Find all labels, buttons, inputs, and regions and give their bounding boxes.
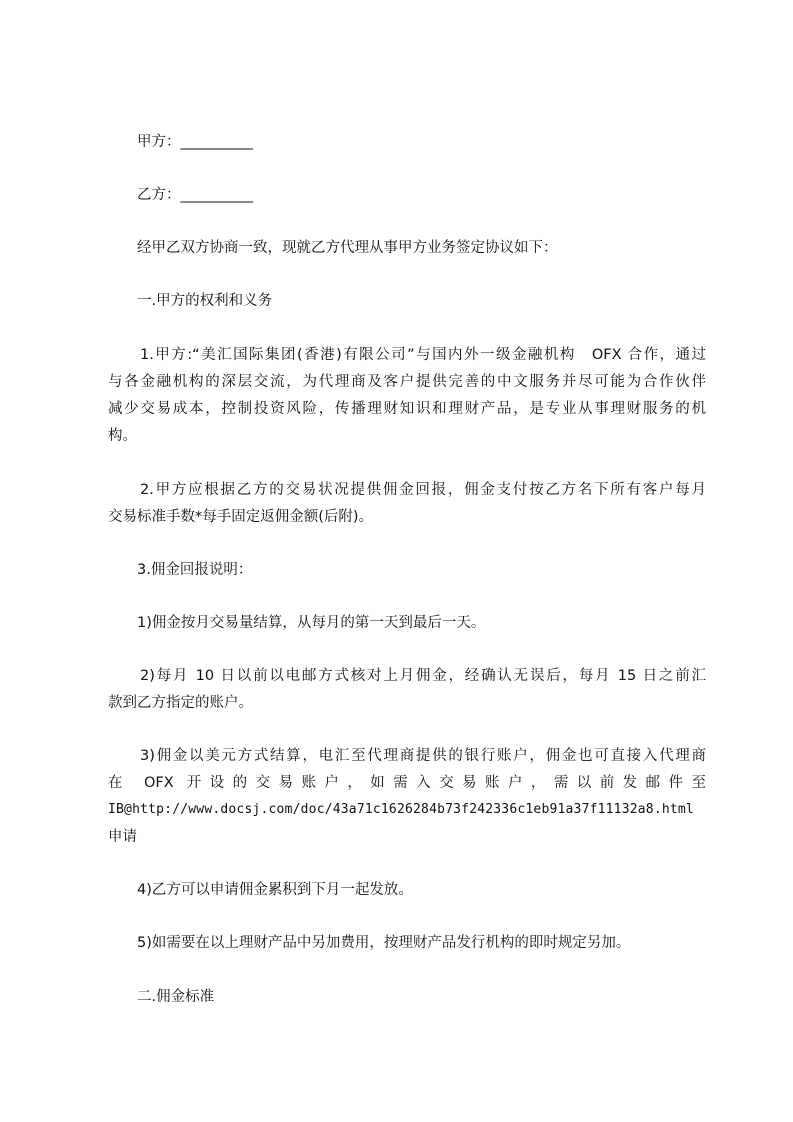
item1-line1: 1.甲方:“美汇国际集团(香港)有限公司”与国内外一级金融机构 OFX 合作，通过 [140,347,706,363]
item3-sub2-line2: 款到乙方指定的账户。 [108,695,253,711]
item1-line3: 减少交易成本，控制投资风险，传播理财知识和理财产品，是专业从事理财服务的机 [108,401,706,417]
item2-line2: 交易标准手数*每手固定返佣金额(后附)。 [108,509,374,525]
item3-sub3-line2: 在 OFX 开设的交易账户，如需入交易账户，需以前发邮件至 [108,775,706,791]
item3-sub1: 1)佣金按月交易量结算，从每月的第一天到最后一天。 [137,615,486,631]
item1-line4: 构。 [108,428,137,444]
item3-sub3-line4: 申请 [108,829,137,845]
intro-paragraph: 经甲乙双方协商一致，现就乙方代理从事甲方业务签定协议如下： [137,240,558,256]
item3-sub5: 5)如需要在以上理财产品中另加费用，按理财产品发行机构的即时规定另加。 [137,935,631,951]
item1-line2: 与各金融机构的深层交流，为代理商及客户提供完善的中文服务并尽可能为合作伙伴 [108,374,706,390]
item3-sub3-email-link[interactable]: IB@http://www.docsj.com/doc/43a71c1626284b73f242336c1eb91a37f11132a8.html [108,802,694,817]
party-b-line: 乙方：__________ [137,187,253,203]
item3-title: 3.佣金回报说明： [137,562,253,578]
section1-heading: 一.甲方的权利和义务 [137,293,273,309]
section2-heading: 二.佣金标准 [137,989,215,1005]
item3-sub3-line1: 3)佣金以美元方式结算，电汇至代理商提供的银行账户，佣金也可直接入代理商 [140,748,706,764]
party-a-line: 甲方：__________ [137,134,253,150]
item3-sub2-line1: 2)每月 10 日以前以电邮方式核对上月佣金，经确认无误后，每月 15 日之前汇 [140,668,706,684]
item2-line1: 2.甲方应根据乙方的交易状况提供佣金回报，佣金支付按乙方名下所有客户每月 [140,482,706,498]
item3-sub4: 4)乙方可以申请佣金累积到下月一起发放。 [137,882,413,898]
